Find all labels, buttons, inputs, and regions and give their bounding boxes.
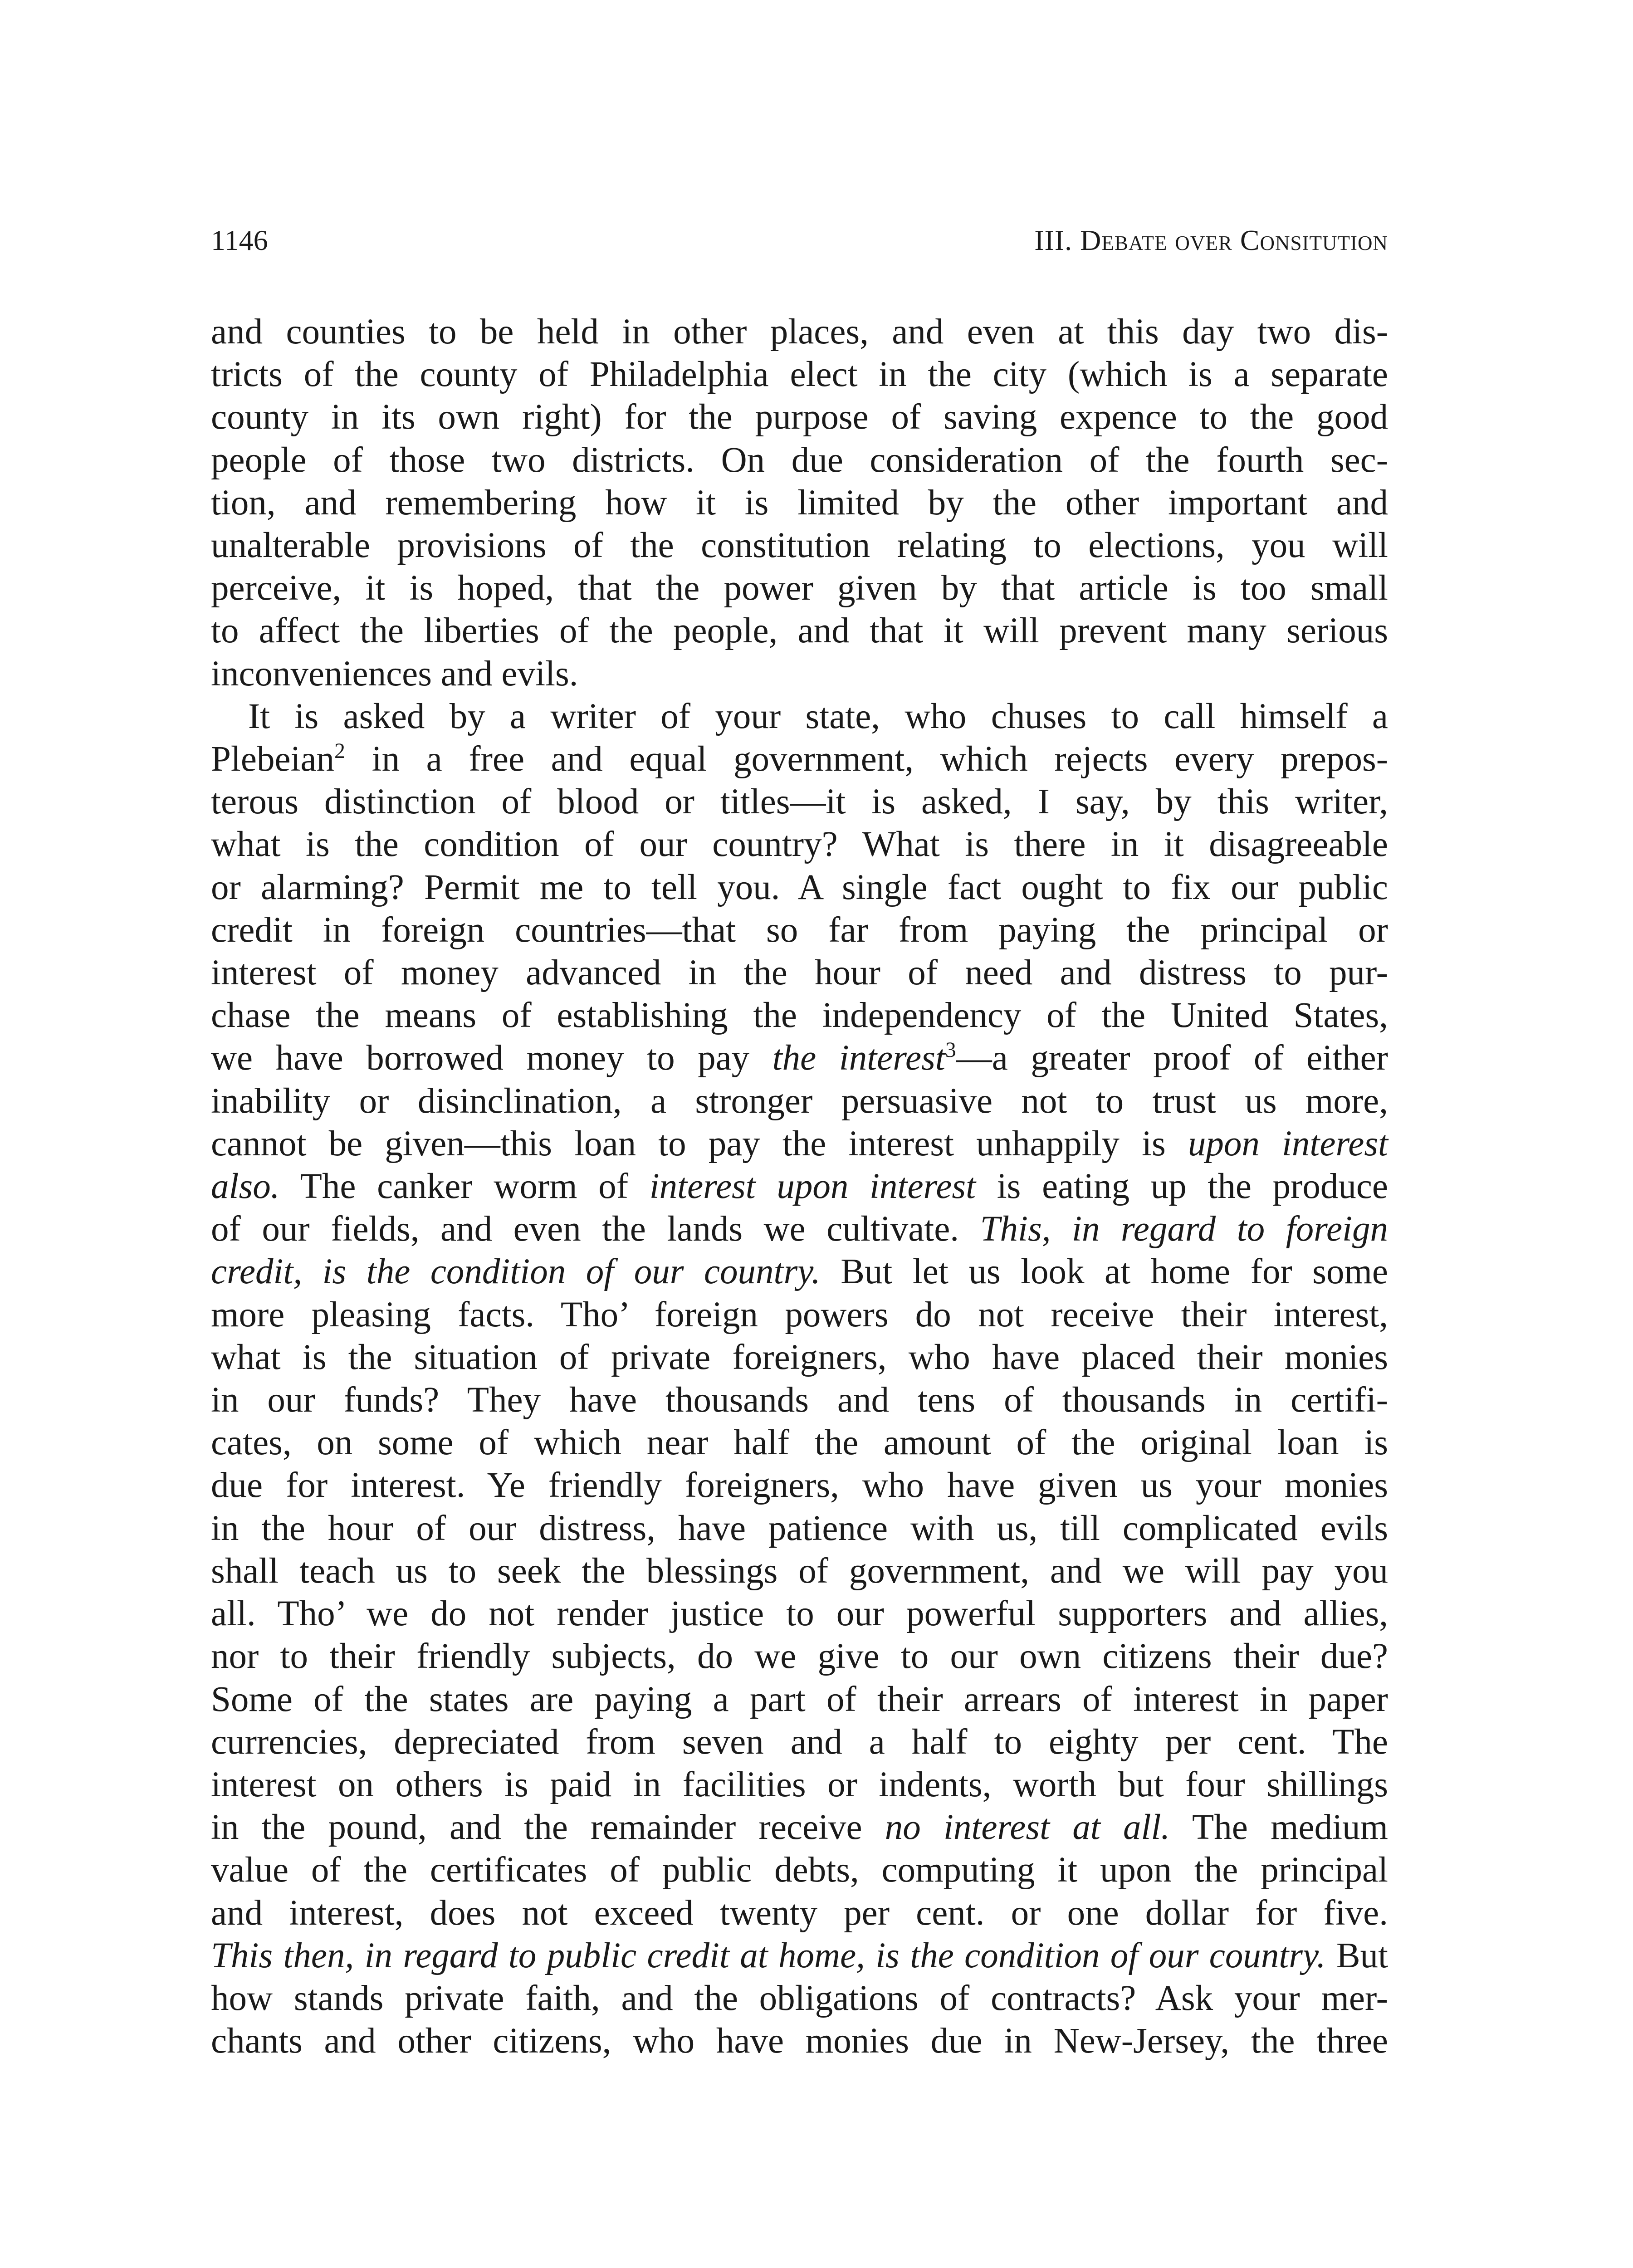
italic-segment: upon interest [1188,1124,1389,1163]
text-line: due for interest. Ye friendly foreigners, who have given us your monies [211,1466,1388,1505]
text-segment: in a free and equal government, which rejects every prepos- [372,739,1388,779]
text-line: and counties to be held in other places, and even at this day two dis- [211,312,1388,352]
running-head: III. Debate over Consitution [1034,224,1388,256]
text-line: all. Tho’ we do not render justice to our powerful supporters and allies, [211,1594,1388,1634]
text-line: value of the certificates of public debts, computing it upon the principal [211,1850,1388,1890]
italic-segment: This then, in regard to public credit at home, is the condition of our country. [211,1936,1326,1975]
text-segment: is eating up the produce [976,1167,1388,1207]
text-line: terous distinction of blood or titles—it is asked, I say, by this writer, [211,782,1388,822]
text-line: people of those two districts. On due consideration of the fourth sec- [211,440,1388,480]
text-line: perceive, it is hoped, that the power given by that article is too small [211,568,1388,608]
italic-segment: credit, is the condition of our country. [211,1252,821,1292]
text-line [211,1037,1388,1080]
body-text [211,311,1388,2063]
text-segment: —a greater proof of either [956,1038,1389,1078]
footnote-ref: 3 [945,1038,956,1062]
text-line: It is asked by a writer of your state, who chuses to call himself a [248,696,1388,736]
text-line [211,1251,1388,1293]
text-line: unalterable provisions of the constitution relating to elections, you will [211,526,1388,566]
text-line [211,1935,1388,1977]
text-segment: But [1325,1936,1388,1975]
text-line: county in its own right) for the purpose of saving expence to the good [211,397,1388,437]
text-line: shall teach us to seek the blessings of government, and we will pay you [211,1551,1388,1591]
text-line: in the hour of our distress, have patience with us, till complicated evils [211,1508,1388,1548]
text-line: cates, on some of which near half the amount of the original loan is [211,1423,1388,1463]
text-segment: in the pound, and the remainder receive [211,1808,885,1848]
text-line: more pleasing facts. Tho’ foreign powers do not receive their interest, [211,1295,1388,1334]
text-line: inconveniences and evils. [211,654,578,694]
text-segment: The medium [1170,1808,1388,1848]
text-line: chase the means of establishing the independency of the United States, [211,996,1388,1036]
text-line: tricts of the county of Philadelphia elect in the city (which is a separate [211,355,1388,395]
text-line [211,1165,1388,1208]
italic-segment: This, in regard to foreign [980,1209,1388,1249]
text-line: how stands private faith, and the obligations of contracts? Ask your mer- [211,1978,1388,2018]
text-line: chants and other citizens, who have monies due in New-Jersey, the three [211,2021,1388,2061]
paragraph-1 [211,311,1388,695]
text-line: and interest, does not exceed twenty per cent. or one dollar for five. [211,1893,1388,1933]
text-line: interest on others is paid in facilities or indents, worth but four shillings [211,1765,1388,1804]
text-segment: we have borrowed money to pay [211,1038,772,1078]
text-line: in our funds? They have thousands and tens of thousands in certifi- [211,1380,1388,1420]
page-number: 1146 [211,224,268,256]
text-line: interest of money advanced in the hour of need and distress to pur- [211,953,1388,993]
italic-segment: also. [211,1167,280,1207]
text-line [211,738,1388,781]
text-line: to affect the liberties of the people, and that it will prevent many serious [211,611,1388,651]
text-line: tion, and remembering how it is limited by the other important and [211,483,1388,523]
text-line: what is the condition of our country? What is there in it disagreeable [211,825,1388,865]
italic-segment: interest upon interest [649,1167,976,1207]
text-line: currencies, depreciated from seven and a half to eighty per cent. The [211,1722,1388,1762]
text-line: nor to their friendly subjects, do we give to our own citizens their due? [211,1637,1388,1677]
text-line [211,1208,1388,1251]
text-line: or alarming? Permit me to tell you. A single fact ought to fix our public [211,867,1388,907]
text-line [211,1123,1388,1165]
text-line: credit in foreign countries—that so far from paying the principal or [211,910,1388,950]
text-line: inability or disinclination, a stronger persuasive not to trust us more, [211,1081,1388,1121]
document-page [211,213,1388,2063]
text-segment: Plebeian [211,739,335,779]
text-segment: But let us look at home for some [820,1252,1388,1292]
italic-segment: the interest [772,1038,945,1078]
text-line: Some of the states are paying a part of their arrears of interest in paper [211,1679,1388,1719]
paragraph-2 [211,695,1388,2063]
text-line [211,1806,1388,1849]
text-line: what is the situation of private foreigners, who have placed their monies [211,1337,1388,1377]
page-header [211,213,1388,268]
text-segment: The canker worm of [279,1167,650,1207]
text-segment: of our fields, and even the lands we cultivate. [211,1209,980,1249]
footnote-ref: 2 [334,739,346,763]
text-segment: cannot be given—this loan to pay the interest unhappily is [211,1124,1188,1163]
italic-segment: no interest at all. [885,1808,1170,1848]
